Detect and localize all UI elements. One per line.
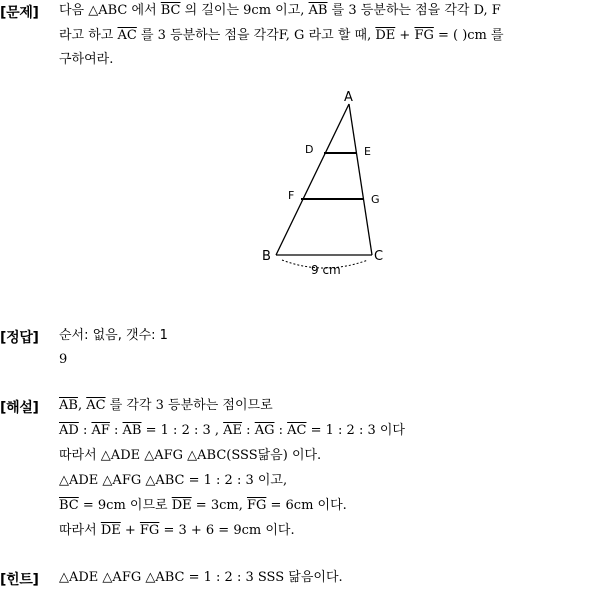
problem-text: 다음 △ABC 에서: [59, 3, 161, 18]
point-label-d: D: [305, 143, 314, 156]
segment-ab: $\overline{AB}$: [122, 423, 142, 438]
explanation-text: 따라서: [59, 523, 101, 538]
segment-ag: $\overline{AG}$: [254, 423, 275, 438]
segment-ac: $\overline{AC}$: [86, 398, 106, 413]
segment-ac: $\overline{AC}$: [287, 423, 307, 438]
answer-meta: 순서: 없음, 갯수: 1: [59, 328, 168, 343]
point-label-g: G: [371, 193, 380, 206]
problem-text: 의 길이는 9cm 이고,: [180, 3, 309, 18]
segment-ae: $\overline{AE}$: [223, 423, 243, 438]
side-ab: [276, 104, 349, 255]
explanation-text: = 3 + 6 = 9cm 이다.: [159, 523, 295, 538]
segment-af: $\overline{AF}$: [91, 423, 110, 438]
ratio-colon: :: [274, 423, 288, 438]
point-label-e: E: [364, 145, 371, 158]
plus-sign: +: [120, 523, 140, 538]
ratio-colon: :: [78, 423, 92, 438]
hint-line: △ADE △AFG △ABC = 1 : 2 : 3 SSS 닮음이다.: [59, 570, 343, 585]
ratio-colon: :: [242, 423, 255, 438]
problem-text: = ( )cm 를: [433, 28, 504, 43]
explanation-text: = 6cm 이다.: [266, 498, 347, 513]
segment-fg: $\overline{FG}$: [414, 28, 434, 43]
problem-text: 라고 하고: [59, 28, 118, 43]
ratio-result: = 1 : 2 : 3 ,: [141, 423, 224, 438]
segment-de: $\overline{DE}$: [375, 28, 396, 43]
problem-text: 를 3 등분하는 점을 각각 D, F: [327, 3, 501, 18]
answer-tag: [정답]: [0, 330, 39, 346]
explanation-text: 를 각각 3 등분하는 점이므로: [105, 398, 273, 413]
problem-line-3: 구하여라.: [59, 52, 114, 67]
explanation-line-3: 따라서 △ADE △AFG △ABC(SSS닮음) 이다.: [59, 448, 322, 463]
answer-value: 9: [59, 352, 68, 367]
explanation-line-4: △ADE △AFG △ABC = 1 : 2 : 3 이고,: [59, 473, 288, 488]
vertex-label-c: C: [374, 249, 384, 264]
segment-de: $\overline{DE}$: [100, 523, 121, 538]
explanation-tag: [해설]: [0, 400, 39, 416]
explanation-text: = 3cm,: [191, 498, 247, 513]
problem-text: 를 3 등분하는 점을 각각F, G 라고 할 때,: [136, 28, 376, 43]
hint-tag: [힌트]: [0, 572, 39, 588]
segment-fg: $\overline{FG}$: [139, 523, 160, 538]
explanation-line-2: [59, 423, 405, 439]
segment-ab: $\overline{AB}$: [59, 398, 78, 413]
explanation-line-6: [59, 523, 295, 539]
side-ac: [349, 104, 372, 255]
segment-ad: $\overline{AD}$: [59, 423, 79, 438]
explanation-line-1: [59, 398, 273, 414]
explanation-text: = 9cm 이므로: [78, 498, 172, 513]
ratio-result: = 1 : 2 : 3 이다: [306, 423, 405, 438]
problem-tag: [문제]: [0, 5, 39, 21]
segment-ac: $\overline{AC}$: [117, 28, 137, 43]
segment-fg: $\overline{FG}$: [246, 498, 267, 513]
vertex-label-a: A: [344, 90, 353, 105]
segment-bc: $\overline{BC}$: [160, 3, 181, 18]
explanation-line-5: [59, 498, 347, 514]
base-length-label: 9 cm: [311, 263, 341, 277]
vertex-label-b: B: [262, 249, 271, 264]
point-label-f: F: [288, 189, 295, 202]
segment-bc: $\overline{BC}$: [59, 498, 79, 513]
plus-sign: +: [395, 28, 415, 43]
ratio-colon: :: [109, 423, 123, 438]
segment-ab: $\overline{AB}$: [308, 3, 328, 18]
segment-de: $\overline{DE}$: [171, 498, 192, 513]
comma: ,: [77, 398, 87, 413]
